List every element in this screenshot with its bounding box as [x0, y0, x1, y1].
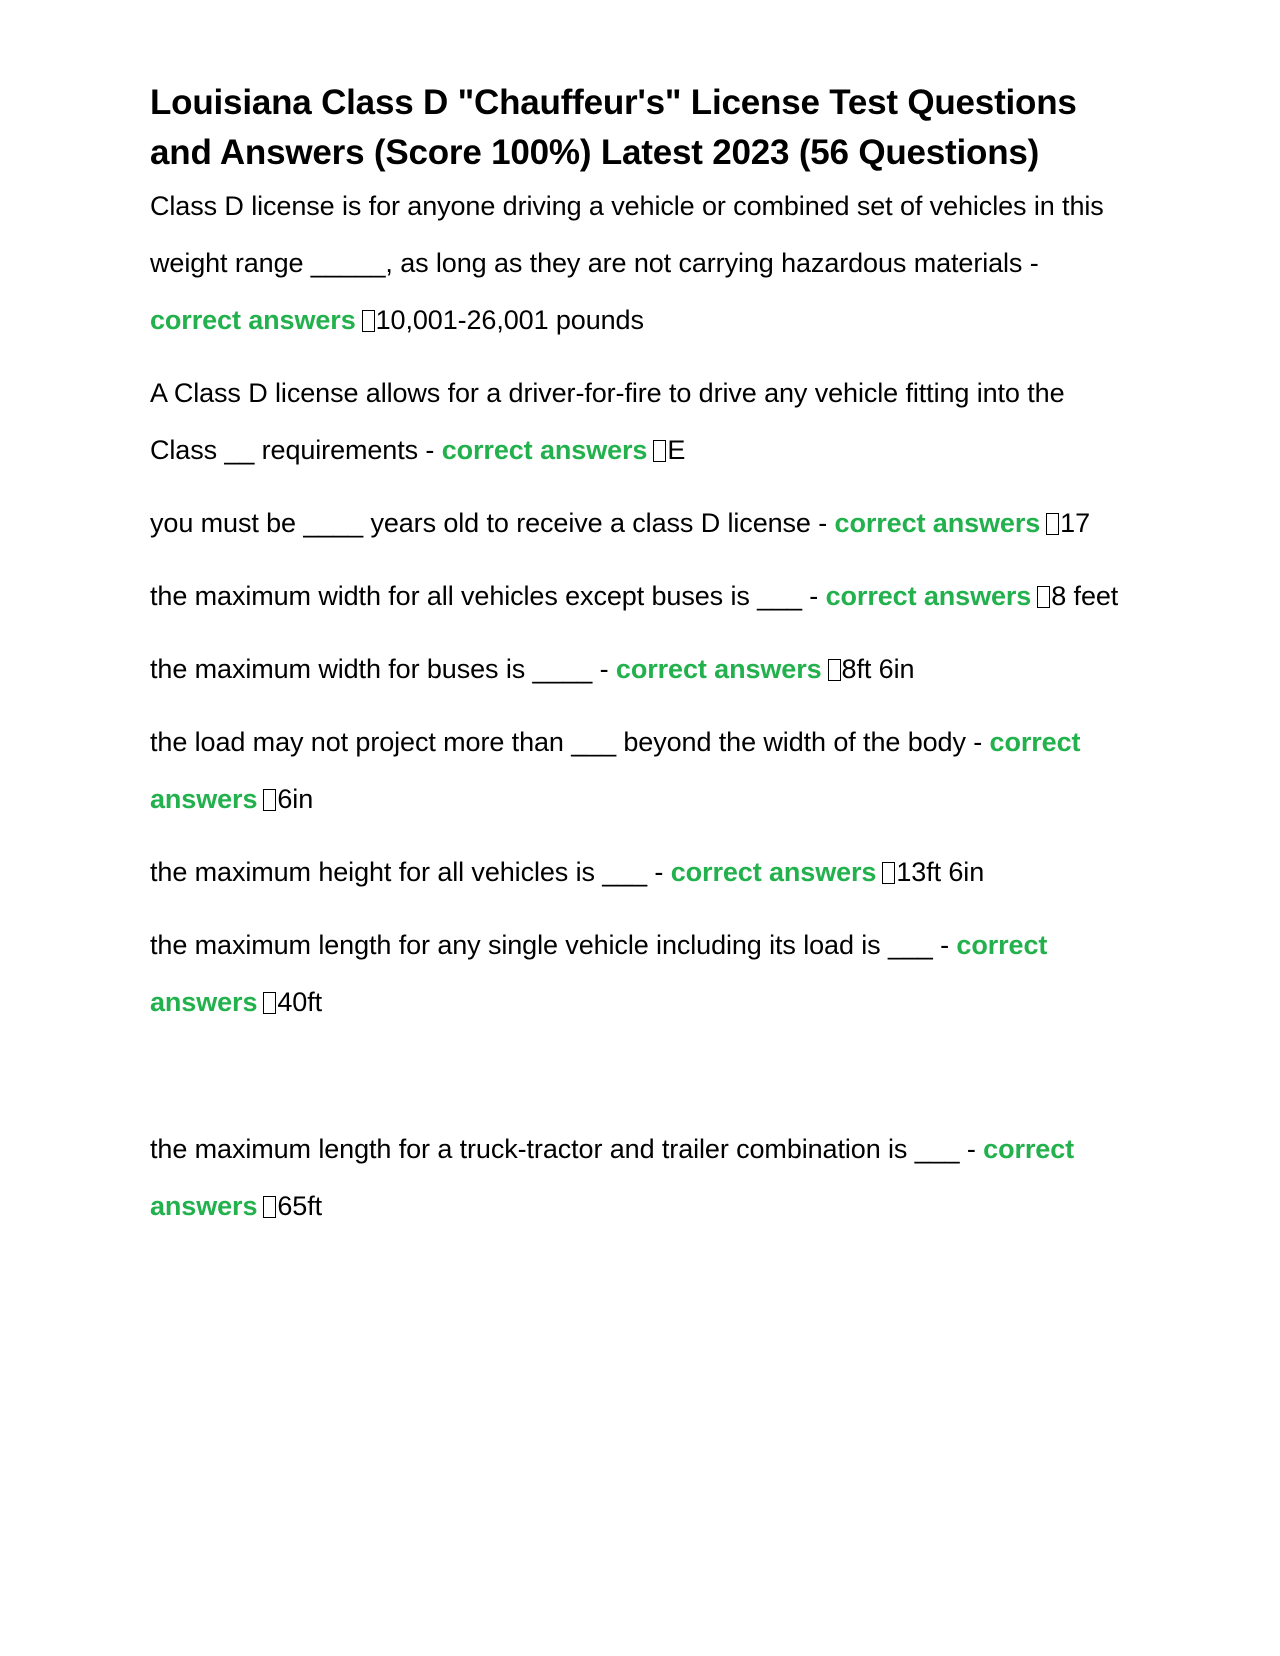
answer-label: correct answers: [825, 581, 1032, 611]
answer-text: 6in: [277, 784, 314, 814]
qa-item: [150, 568, 1135, 625]
missing-glyph-icon: [653, 440, 666, 462]
answer-label: correct answers: [150, 930, 1048, 1017]
qa-item: [150, 178, 1135, 349]
answer-label: correct answers: [670, 857, 877, 887]
missing-glyph-icon: [263, 789, 276, 811]
answer-text: 65ft: [277, 1191, 323, 1221]
answer-label: correct answers: [150, 305, 356, 335]
answer-text: 17: [1060, 508, 1091, 538]
missing-glyph-icon: [362, 310, 375, 332]
missing-glyph-icon: [1046, 513, 1059, 535]
answer-text: 13ft 6in: [896, 857, 985, 887]
qa-item: [150, 917, 1135, 1031]
blank-gap: [150, 1047, 1135, 1121]
answer-text: 40ft: [277, 987, 323, 1017]
answer-text: 8ft 6in: [841, 654, 915, 684]
missing-glyph-icon: [263, 1196, 276, 1218]
qa-item: [150, 365, 1135, 479]
question-text: the maximum length for a truck-tractor and trailer combination is ___ -: [150, 1134, 976, 1164]
document-title: Louisiana Class D "Chauffeur's" License Test Questions and Answers (Score 100%) Latest 2023 (56 Questions): [150, 83, 1077, 172]
answer-label: correct answers: [441, 435, 648, 465]
answer-text: E: [667, 435, 686, 465]
qa-item: [150, 1121, 1135, 1235]
question-text: the maximum width for buses is ____ -: [150, 654, 609, 684]
answer-label: correct answers: [150, 727, 1081, 814]
missing-glyph-icon: [828, 659, 841, 681]
answer-text: 8 feet: [1051, 581, 1119, 611]
answer-label: correct answers: [834, 508, 1041, 538]
answer-label: correct answers: [150, 1134, 1075, 1221]
qa-item: [150, 714, 1135, 828]
answer-label: correct answers: [615, 654, 822, 684]
question-text: the maximum height for all vehicles is ___ -: [150, 857, 664, 887]
question-text: the maximum width for all vehicles except buses is ___ -: [150, 581, 819, 611]
qa-item: [150, 495, 1135, 552]
qa-item: [150, 641, 1135, 698]
qa-item: [150, 844, 1135, 901]
missing-glyph-icon: [263, 992, 276, 1014]
question-text: the load may not project more than ___ beyond the width of the body -: [150, 727, 983, 757]
question-text: Class D license is for anyone driving a vehicle or combined set of vehicles in this weight range _____, as long as they are not carrying hazardous materials -: [150, 191, 1104, 278]
answer-text: 10,001-26,001 pounds: [375, 305, 644, 335]
question-text: A Class D license allows for a driver-for-fire to drive any vehicle fitting into the Class __ requirements -: [150, 378, 1065, 465]
document-page: [150, 78, 1135, 1251]
question-text: you must be ____ years old to receive a class D license -: [150, 508, 828, 538]
missing-glyph-icon: [1037, 586, 1050, 608]
missing-glyph-icon: [882, 862, 895, 884]
question-text: the maximum length for any single vehicle including its load is ___ -: [150, 930, 950, 960]
